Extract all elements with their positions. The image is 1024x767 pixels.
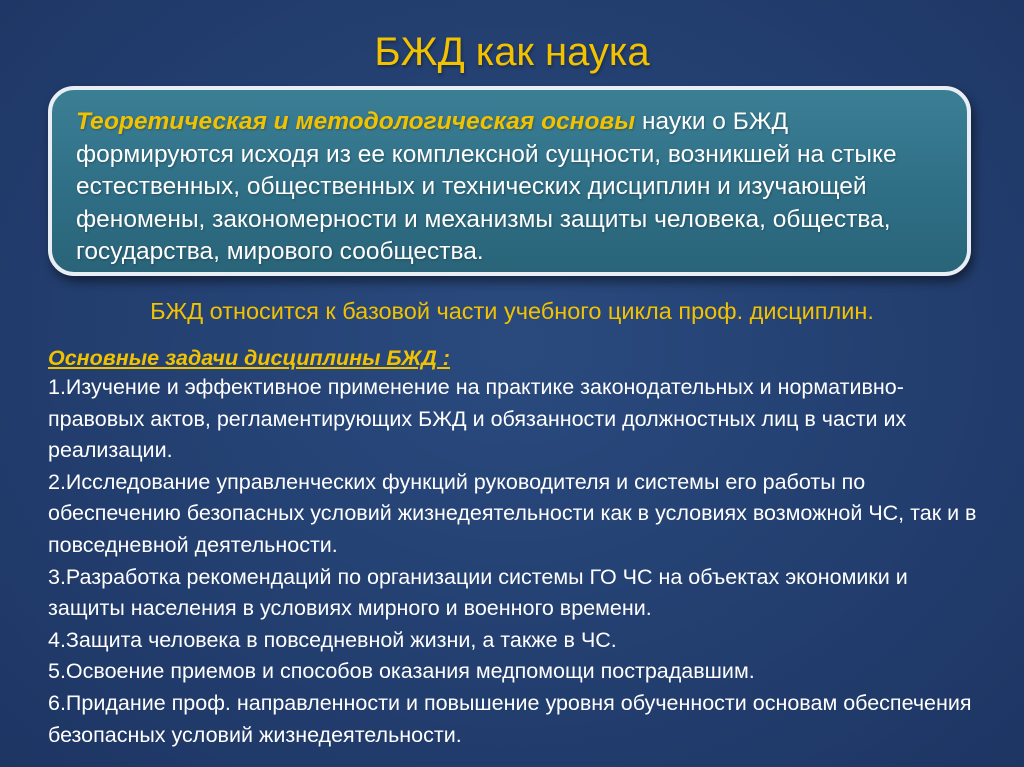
task-item-2: 2.Исследование управленческих функций руководителя и системы его работы по обеспечению безопасных условий жизнедеятельности как в условиях возможной ЧС, так и в повседневной деятельности. — [48, 469, 977, 557]
task-item-5: 5.Освоение приемов и способов оказания медпомощи пострадавшим. — [48, 659, 755, 684]
tasks-section — [48, 344, 988, 751]
task-item-6: 6.Придание проф. направленности и повышение уровня обученности основам обеспечения безопасных условий жизнедеятельности. — [48, 690, 972, 747]
theory-text — [76, 106, 943, 269]
theory-body: науки о БЖД формируются исходя из ее комплексной сущности, возникшей на стыке естественных, общественных и технических дисциплин и изучающей феномены, закономерности и механизмы защиты человека, общества, государства, мирового сообщества. — [76, 108, 897, 265]
task-item-3: 3.Разработка рекомендаций по организации системы ГО ЧС на объектах экономики и защиты населения в условиях мирного и военного времени. — [48, 564, 908, 621]
theory-emphasis: Теоретическая и методологическая основы — [76, 108, 636, 135]
task-item-4: 4.Защита человека в повседневной жизни, а также в ЧС. — [48, 627, 617, 652]
tasks-heading: Основные задачи дисциплины БЖД : — [48, 346, 450, 370]
task-item-1: 1.Изучение и эффективное применение на практике законодательных и нормативно-правовых актов, регламентирующих БЖД и обязанности должностных лиц в части их реализации. — [48, 375, 907, 463]
theory-box — [48, 86, 971, 276]
base-part-statement: БЖД относится к базовой части учебного цикла проф. дисциплин. — [150, 298, 874, 324]
slide-title: БЖД как наука — [374, 30, 650, 74]
task-list — [48, 372, 988, 751]
